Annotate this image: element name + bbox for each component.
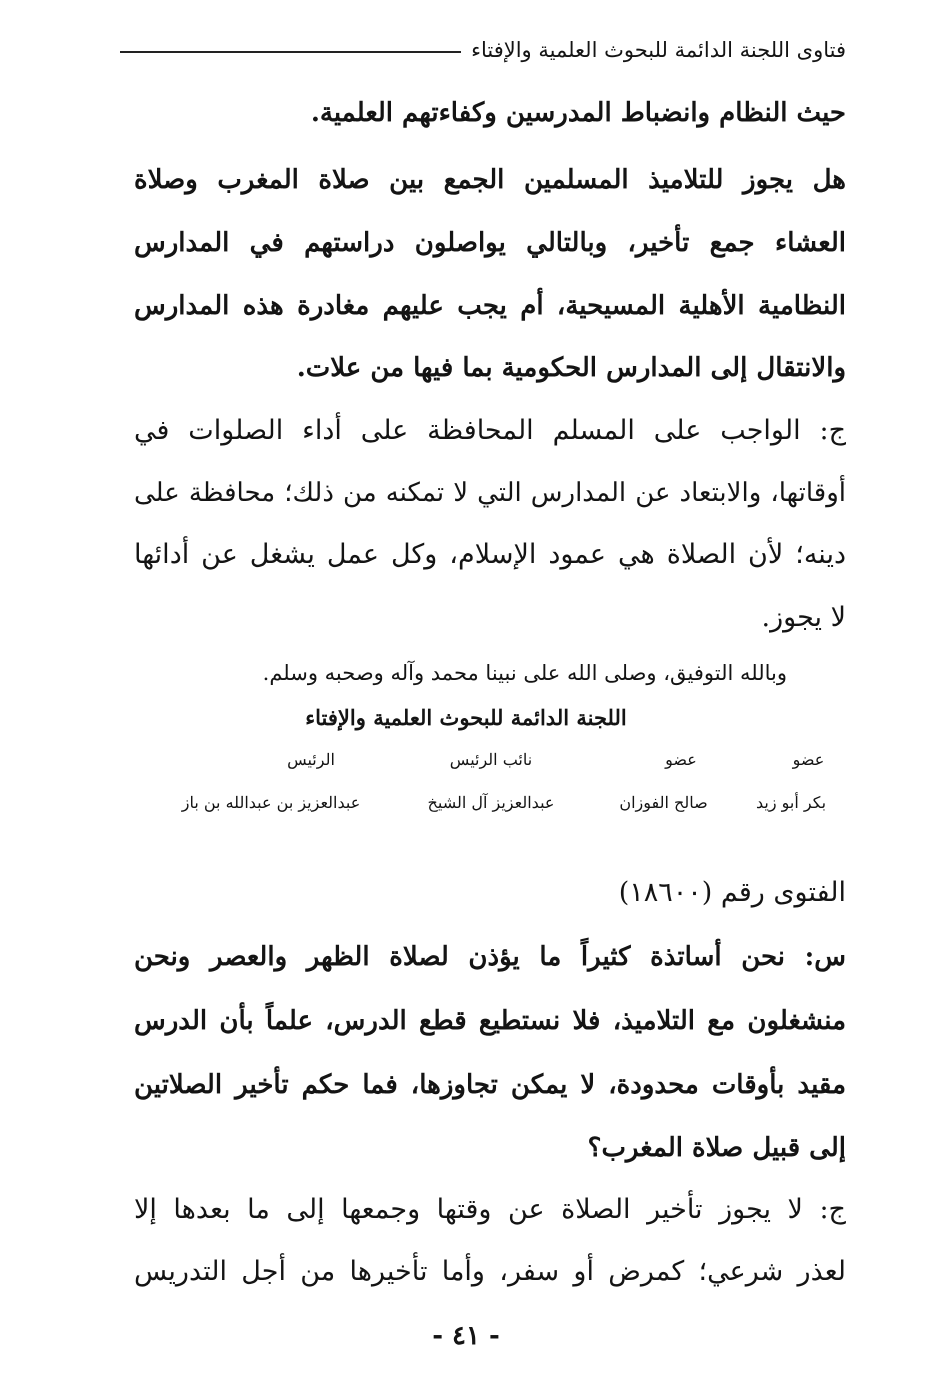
closing-blessing: وبالله التوفيق، وصلى الله على نبينا محمد وآله وصحبه وسلم. xyxy=(262,661,787,685)
answer-line: ج: الواجب على المسلم المحافظة على أداء الصلوات في xyxy=(134,415,846,446)
question-line: هل يجوز للتلاميذ المسلمين الجمع بين صلاة المغرب وصلاة xyxy=(134,165,846,195)
signatory-name: عبدالعزيز آل الشيخ xyxy=(427,793,555,812)
question-continuation-line: حيث النظام وانضباط المدرسين وكفاءتهم العلمية. xyxy=(310,98,846,128)
question-line: والانتقال إلى المدارس الحكومية بما فيها من علات. xyxy=(296,353,846,383)
question-line: إلى قبيل صلاة المغرب؟ xyxy=(587,1133,846,1163)
question-line: منشغلون مع التلاميذ، فلا نستطيع قطع الدرس، علماً بأن الدرس xyxy=(134,1006,846,1036)
question-line: س: نحن أساتذة كثيراً ما يؤذن لصلاة الظهر والعصر ونحن xyxy=(134,942,846,972)
signatory-name: عبدالعزيز بن عبدالله بن باز xyxy=(181,793,361,812)
signatory-titles-row xyxy=(150,745,846,775)
committee-name: اللجنة الدائمة للبحوث العلمية والإفتاء xyxy=(305,705,627,730)
signatory-title: الرئيس xyxy=(287,750,335,769)
question-line: العشاء جمع تأخير، وبالتالي يواصلون دراستهم في المدارس xyxy=(134,228,846,258)
signatory-name: صالح الفوزان xyxy=(619,793,708,812)
signatory-title: نائب الرئيس xyxy=(449,750,533,769)
header-title: فتاوى اللجنة الدائمة للبحوث العلمية والإفتاء xyxy=(471,38,846,62)
signatory-name: بكر أبو زيد xyxy=(755,793,827,812)
signatory-title: عضو xyxy=(665,750,697,769)
answer-line: ج: لا يجوز تأخير الصلاة عن وقتها وجمعها إلى ما بعدها إلا xyxy=(134,1194,846,1225)
page-number: - ٤١ - xyxy=(432,1321,500,1351)
answer-line: لعذر شرعي؛ كمرض أو سفر، وأما تأخيرها من أجل التدريس xyxy=(134,1256,846,1287)
running-header xyxy=(120,30,846,70)
signatory-names-row xyxy=(150,788,846,818)
question-line: النظامية الأهلية المسيحية، أم يجب عليهم مغادرة هذه المدارس xyxy=(134,291,846,321)
signatory-title: عضو xyxy=(792,750,825,769)
answer-line: دينه؛ لأن الصلاة هي عمود الإسلام، وكل عمل يشغل عن أدائها xyxy=(134,539,846,570)
answer-line: أوقاتها، والابتعاد عن المدارس التي لا تمكنه من ذلك؛ محافظة على xyxy=(134,478,846,508)
header-rule xyxy=(120,51,461,53)
fatwa-number: الفتوى رقم (١٨٦٠٠) xyxy=(618,877,846,908)
answer-line: لا يجوز. xyxy=(761,602,846,633)
question-line: مقيد بأوقات محدودة، لا يمكن تجاوزها، فما حكم تأخير الصلاتين xyxy=(134,1070,846,1100)
